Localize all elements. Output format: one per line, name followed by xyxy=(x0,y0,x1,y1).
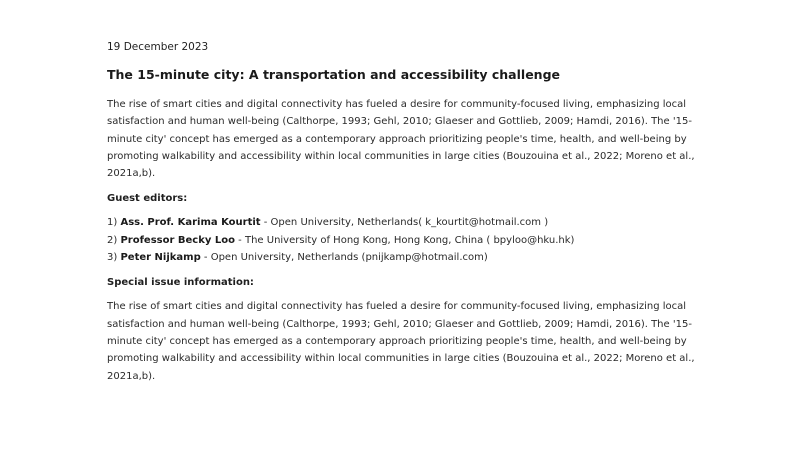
article-content xyxy=(107,40,707,393)
editor-name: Professor Becky Loo xyxy=(120,234,235,246)
editor-affiliation: - The University of Hong Kong, Hong Kong, China ( bpyloo@hku.hk) xyxy=(235,234,575,246)
editor-affiliation: - Open University, Netherlands( k_kourtit@hotmail.com ) xyxy=(260,217,549,229)
guest-editors-list xyxy=(107,214,707,266)
editor-name: Peter Nijkamp xyxy=(120,252,201,264)
editor-name: Ass. Prof. Karima Kourtit xyxy=(120,217,261,229)
special-issue-heading: Special issue information: xyxy=(107,277,254,289)
editor-number: 1) xyxy=(107,217,118,229)
publication-date: 19 December 2023 xyxy=(107,41,209,53)
editor-affiliation: - Open University, Netherlands (pnijkamp@hotmail.com) xyxy=(200,252,488,264)
editor-number: 2) xyxy=(107,234,118,246)
editor-number: 3) xyxy=(107,252,118,264)
guest-editors-heading: Guest editors: xyxy=(107,193,188,205)
guest-editor-item xyxy=(107,232,707,249)
article-title: The 15-minute city: A transportation and accessibility challenge xyxy=(107,67,560,82)
special-issue-paragraph: The rise of smart cities and digital connectivity has fueled a desire for community-focused living, emphasizing local satisfaction and human well-being (Calthorpe, 1993; Gehl, 2010; Glaeser and Gottlieb, 2009; Hamdi, 2016). The '15-minute city' concept has emerged as a contemporary approach prioritizing people's time, health, and well-being by promoting walkability and accessibility within local communities in large cities (Bouzouina et al., 2022; Moreno et al., 2021a,b). xyxy=(107,301,695,382)
intro-paragraph: The rise of smart cities and digital connectivity has fueled a desire for community-focused living, emphasizing local satisfaction and human well-being (Calthorpe, 1993; Gehl, 2010; Glaeser and Gottlieb, 2009; Hamdi, 2016). The '15-minute city' concept has emerged as a contemporary approach prioritizing people's time, health, and well-being by promoting walkability and accessibility within local communities in large cities (Bouzouina et al., 2022; Moreno et al., 2021a,b). xyxy=(107,99,695,180)
guest-editor-item xyxy=(107,214,707,231)
guest-editor-item xyxy=(107,249,707,266)
